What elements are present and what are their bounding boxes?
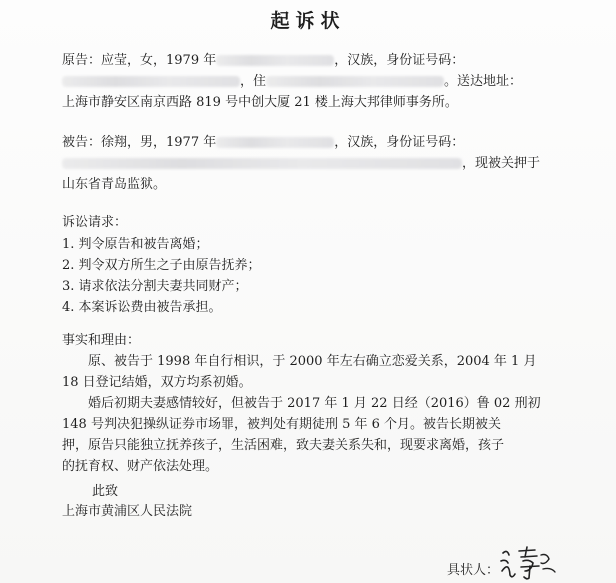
court-name: 上海市黄浦区人民法院 — [62, 504, 193, 519]
facts-paragraph-2-line: 148 号判决犯操纵证券市场罪，被判处有期徒刑 5 年 6 个月。被告长期被关 — [62, 417, 502, 432]
defendant-detention-text: ，现被关押于 — [462, 156, 541, 171]
redacted-id-and-address — [62, 158, 462, 169]
facts-paragraph-1-line: 原、被告于 1998 年自行相识，于 2000 年左右确立恋爱关系，2004 年 1 月 — [88, 354, 537, 369]
facts-paragraph-2-line: 押，原告只能独立抚养孩子，生活困难，致夫妻关系失和，现要求离婚，孩子 — [62, 438, 505, 453]
closing-salutation: 此致 — [92, 484, 119, 499]
defendant-line-2 — [62, 155, 540, 172]
defendant-line-1 — [62, 134, 464, 151]
claim-item: 1. 判令原告和被告离婚； — [62, 237, 209, 252]
redacted-birthdate — [216, 55, 334, 66]
plaintiff-line-2 — [62, 73, 522, 90]
defendant-prison: 山东省青岛监狱。 — [62, 177, 167, 192]
signer-label: 具状人： — [447, 563, 500, 578]
plaintiff-service-address: 上海市静安区南京西路 819 号中创大厦 21 楼上海大邦律师事务所。 — [62, 95, 458, 110]
claim-item: 3. 请求依法分割夫妻共同财产； — [62, 279, 248, 294]
facts-paragraph-1-line: 18 日登记结婚，双方均系初婚。 — [62, 375, 252, 390]
handwritten-signature — [497, 541, 561, 581]
plaintiff-ethnicity-text: ，汉族，身份证号码： — [334, 53, 465, 68]
redacted-id-number — [62, 76, 240, 87]
plaintiff-name-text: 原告：应莹，女，1979 年 — [62, 53, 217, 68]
plaintiff-service-address-label: 。送达地址： — [444, 74, 523, 89]
facts-paragraph-2-line: 的抚育权、财产依法处理。 — [62, 459, 219, 474]
plaintiff-residence-text: ，住 — [240, 74, 267, 89]
defendant-ethnicity-text: ，汉族，身份证号码： — [334, 135, 465, 150]
claim-item: 4. 本案诉讼费由被告承担。 — [62, 300, 222, 315]
claims-heading: 诉讼请求： — [62, 215, 128, 230]
defendant-name-text: 被告：徐翔，男，1977 年 — [62, 135, 217, 150]
facts-heading: 事实和理由： — [62, 333, 141, 348]
redacted-address — [266, 76, 444, 87]
redacted-birthdate — [216, 137, 334, 148]
document-title: 起诉状 — [270, 10, 346, 32]
facts-paragraph-2-line: 婚后初期夫妻感情较好，但被告于 2017 年 1 月 22 日经（2016）鲁 02 刑初 — [88, 396, 541, 411]
plaintiff-line-1 — [62, 52, 464, 69]
claim-item: 2. 判令双方所生之子由原告抚养； — [62, 258, 261, 273]
